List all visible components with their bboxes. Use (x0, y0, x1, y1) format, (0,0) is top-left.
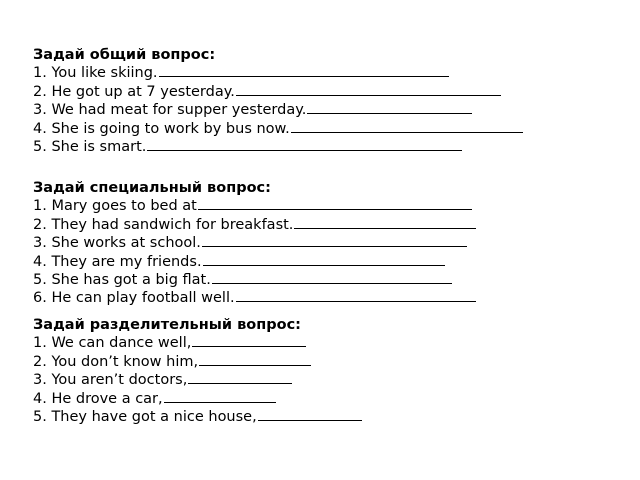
exercise-item (33, 138, 523, 156)
answer-blank (147, 138, 462, 151)
exercise-text: 1. Mary goes to bed at (33, 198, 197, 215)
exercise-item (33, 289, 476, 307)
answer-blank (294, 216, 476, 229)
exercise-text: 1. You like skiing. (33, 65, 158, 82)
exercise-text: 3. We had meat for supper yesterday. (33, 102, 307, 119)
exercise-item (33, 120, 523, 138)
exercise-item (33, 353, 362, 371)
section-special-questions (33, 179, 476, 308)
exercise-text: 5. They have got a nice house, (33, 408, 257, 425)
answer-blank (202, 234, 467, 247)
exercise-text: 2. You don’t know him, (33, 353, 199, 370)
answer-blank (236, 83, 501, 96)
exercise-item (33, 234, 476, 252)
exercise-item (33, 334, 362, 352)
answer-blank (307, 101, 472, 114)
exercise-text: 3. She works at school. (33, 235, 201, 252)
section-heading: Задай специальный вопрос: (33, 180, 271, 196)
answer-blank (199, 353, 311, 366)
answer-blank (212, 271, 452, 284)
answer-blank (159, 64, 449, 77)
answer-blank (291, 120, 523, 133)
exercise-text: 5. She is smart. (33, 138, 147, 155)
answer-blank (203, 253, 445, 266)
exercise-item (33, 83, 523, 101)
exercise-item (33, 408, 362, 426)
section-tag-questions (33, 316, 362, 426)
section-heading: Задай разделительный вопрос: (33, 317, 301, 333)
exercise-text: 1. We can dance well, (33, 335, 192, 352)
exercise-text: 4. They are my friends. (33, 253, 202, 270)
exercise-item (33, 371, 362, 389)
exercise-text: 2. He got up at 7 yesterday. (33, 83, 235, 100)
exercise-item (33, 253, 476, 271)
answer-blank (164, 390, 276, 403)
section-general-questions (33, 46, 523, 156)
exercise-text: 2. They had sandwich for breakfast. (33, 216, 294, 233)
answer-blank (188, 371, 292, 384)
section-heading: Задай общий вопрос: (33, 47, 216, 63)
exercise-item (33, 390, 362, 408)
exercise-item (33, 216, 476, 234)
answer-blank (258, 408, 362, 421)
exercise-item (33, 197, 476, 215)
answer-blank (192, 334, 306, 347)
answer-blank (236, 289, 476, 302)
exercise-item (33, 271, 476, 289)
answer-blank (198, 197, 472, 210)
exercise-item (33, 101, 523, 119)
exercise-text: 3. You aren’t doctors, (33, 372, 188, 389)
exercise-text: 4. She is going to work by bus now. (33, 120, 290, 137)
exercise-text: 4. He drove a car, (33, 390, 163, 407)
exercise-item (33, 64, 523, 82)
exercise-text: 5. She has got a big flat. (33, 271, 211, 288)
exercise-text: 6. He can play football well. (33, 290, 235, 307)
